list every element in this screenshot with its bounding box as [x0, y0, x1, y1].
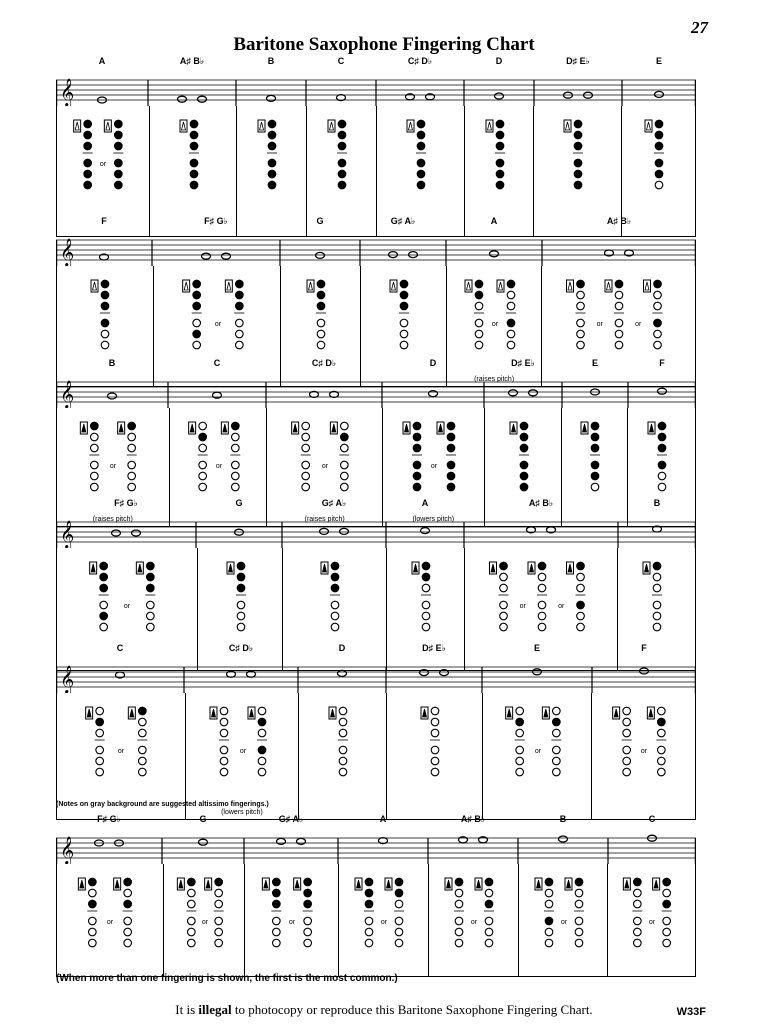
or-label: or	[560, 919, 567, 926]
note-label: D♯ E♭	[511, 358, 535, 368]
note-label: F♯ G♭	[97, 814, 121, 824]
or-label: or	[123, 603, 131, 610]
or-label: or	[201, 919, 208, 926]
note-label: E	[533, 643, 541, 653]
or-label: or	[470, 919, 477, 926]
fingering-cell	[57, 864, 163, 976]
note-label: B	[653, 498, 661, 508]
pitch-note: (lowers pitch)	[412, 516, 455, 523]
pitch-note: (raises pitch)	[92, 516, 133, 523]
or-label: or	[99, 161, 107, 168]
note-label: G	[235, 498, 243, 508]
or-label: or	[557, 603, 565, 610]
fingering-cell	[338, 864, 428, 976]
note-labels	[56, 498, 696, 512]
fingering-diagram	[164, 864, 246, 976]
or-label: or	[649, 919, 656, 926]
or-label: or	[239, 748, 246, 755]
fingering-row	[56, 864, 696, 977]
illegal-word: illegal	[198, 1002, 232, 1017]
pitch-note: (lowers pitch)	[221, 809, 263, 816]
note-label: C	[648, 814, 656, 824]
note-label: F	[101, 216, 107, 226]
or-label: or	[491, 321, 498, 328]
page-number: 27	[691, 18, 708, 37]
note-label: B	[559, 814, 567, 824]
music-staff	[56, 230, 696, 266]
note-labels	[56, 814, 696, 828]
note-label: F	[641, 643, 647, 653]
svg-text:𝄞: 𝄞	[60, 380, 75, 408]
altissimo-note: (Notes on gray background are suggested altissimo fingerings.)	[56, 801, 269, 808]
note-label: G♯ A♭	[278, 814, 304, 824]
fingering-cell	[591, 693, 695, 819]
or-label: or	[597, 321, 604, 328]
note-label: E	[655, 56, 663, 66]
fingering-diagram	[608, 864, 696, 976]
note-labels	[56, 358, 696, 372]
or-label: or	[289, 919, 296, 926]
fingering-diagram	[245, 864, 339, 976]
note-label: A♯ B♭	[606, 216, 632, 226]
note-label: G♯ A♭	[390, 216, 416, 226]
or-label: or	[106, 919, 114, 926]
music-staff	[56, 512, 696, 548]
note-labels	[56, 643, 696, 657]
note-label: F	[659, 358, 665, 368]
note-label: D	[495, 56, 503, 66]
fingering-cell	[518, 864, 608, 976]
fingering-diagram	[429, 864, 519, 976]
note-label: A	[98, 56, 106, 66]
fingering-cell	[298, 693, 386, 819]
fingering-diagram	[57, 864, 163, 976]
music-staff	[56, 828, 696, 864]
fingering-cell	[163, 864, 245, 976]
note-label: C	[116, 643, 124, 653]
note-label: A	[379, 814, 387, 824]
page-title: Baritone Saxophone Fingering Chart	[233, 34, 535, 55]
svg-text:𝄞: 𝄞	[60, 836, 75, 864]
note-labels	[56, 56, 696, 70]
system-6	[56, 814, 696, 977]
note-label: F♯ G♭	[204, 216, 228, 226]
or-label: or	[641, 748, 648, 755]
fingering-cell	[244, 864, 338, 976]
system-1	[56, 56, 696, 237]
fingering-diagram	[339, 864, 429, 976]
svg-text:𝄞: 𝄞	[60, 520, 75, 548]
svg-text:𝄞: 𝄞	[60, 238, 75, 266]
fingering-cell	[428, 864, 518, 976]
fingering-diagram	[519, 864, 609, 976]
or-label: or	[214, 321, 221, 328]
fingering-cell	[607, 864, 695, 976]
pitch-note: (raises pitch)	[304, 516, 345, 523]
note-label: G	[199, 814, 207, 824]
fingering-diagram	[592, 693, 696, 819]
note-label: A	[421, 498, 429, 508]
or-label: or	[635, 321, 642, 328]
note-label: A	[490, 216, 498, 226]
common-fingering-note: (When more than one fingering is shown, the first is the most common.)	[56, 973, 398, 984]
or-label: or	[109, 463, 117, 470]
fingering-cell	[386, 693, 482, 819]
note-label: E	[591, 358, 599, 368]
note-label: C	[213, 358, 221, 368]
note-label: B	[108, 358, 116, 368]
catalog-code: W33F	[676, 1006, 706, 1018]
note-label: C	[337, 56, 345, 66]
note-label: G♯ A♭	[321, 498, 347, 508]
note-label: A♯ B♭	[528, 498, 554, 508]
system-5	[56, 643, 696, 820]
fingering-diagram	[483, 693, 593, 819]
music-staff	[56, 657, 696, 693]
note-label: D♯ E♭	[422, 643, 446, 653]
music-staff	[56, 372, 696, 408]
or-label: or	[430, 463, 438, 470]
note-label: G	[316, 216, 324, 226]
note-label: F♯ G♭	[114, 498, 138, 508]
note-label: C♯ D♭	[311, 358, 337, 368]
note-label: D♯ E♭	[566, 56, 590, 66]
note-label: C♯ D♭	[407, 56, 433, 66]
or-label: or	[534, 748, 541, 755]
note-labels	[56, 216, 696, 230]
note-label: D	[429, 358, 437, 368]
note-label: A♯ B♭	[179, 56, 205, 66]
copyright-footer: It is illegal to photocopy or reproduce this Baritone Saxophone Fingering Chart.	[175, 1002, 593, 1017]
or-label: or	[215, 463, 222, 470]
pitch-note: (raises pitch)	[474, 376, 515, 383]
or-label: or	[117, 748, 125, 755]
fingering-diagram	[299, 693, 387, 819]
note-label: D	[338, 643, 346, 653]
or-label: or	[381, 919, 388, 926]
note-label: C♯ D♭	[228, 643, 254, 653]
fingering-cell	[482, 693, 592, 819]
note-label: B	[267, 56, 275, 66]
music-staff	[56, 70, 696, 106]
note-label: A♯ B♭	[460, 814, 486, 824]
fingering-diagram	[387, 693, 483, 819]
svg-text:𝄞: 𝄞	[60, 665, 75, 693]
or-label: or	[322, 463, 329, 470]
or-label: or	[519, 603, 526, 610]
svg-text:𝄞: 𝄞	[60, 78, 75, 106]
